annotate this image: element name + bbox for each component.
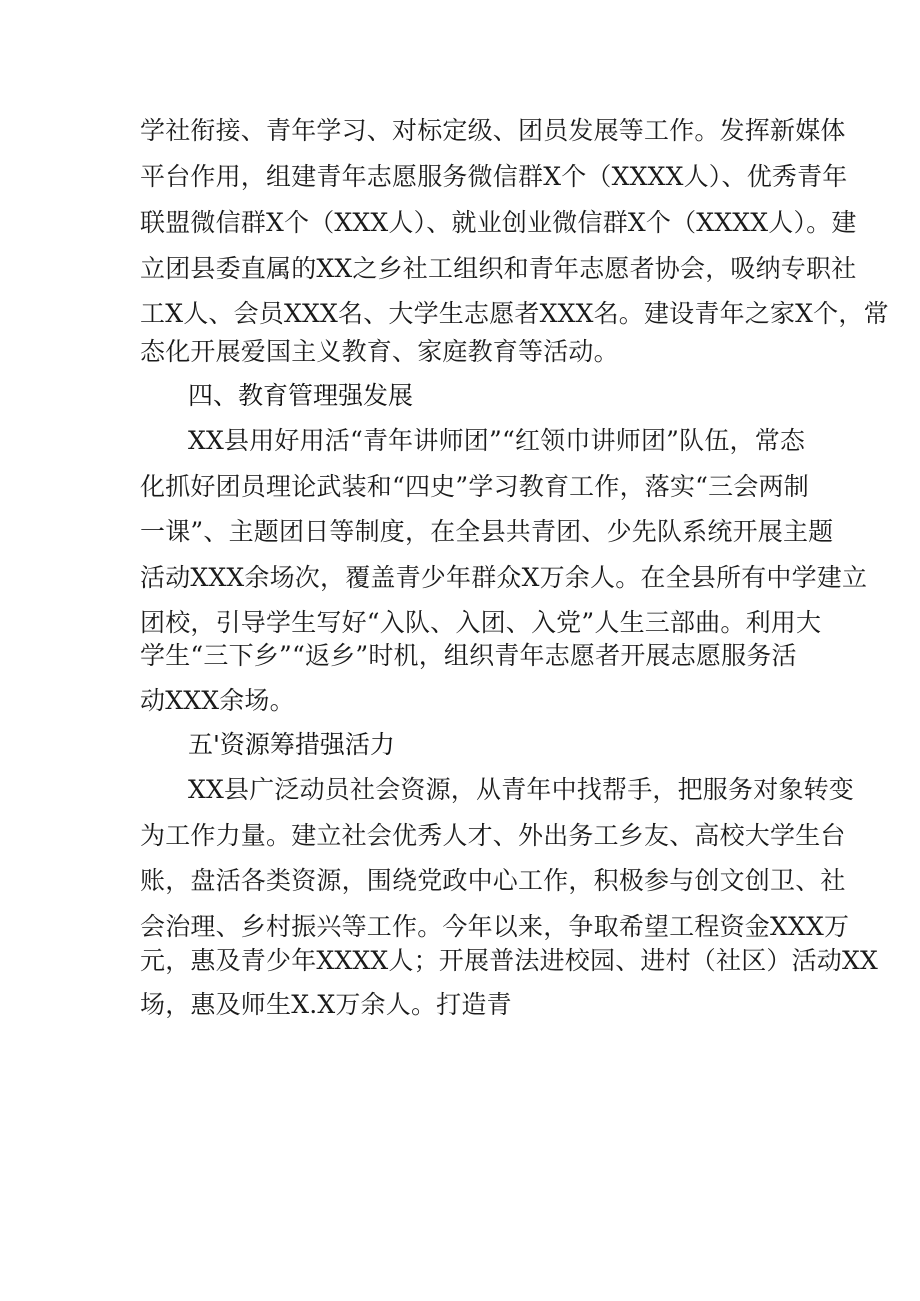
paragraph-line: XX县广泛动员社会资源，从青年中找帮手，把服务对象转变 [188,775,854,804]
section-heading: 四、教育管理强发展 [188,381,414,410]
paragraph-line: XX县用好用活“青年讲师团”“红领巾讲师团”队伍，常态 [188,426,806,455]
paragraph-line: 一课”、主题团日等制度，在全县共青团、少先队系统开展主题 [140,517,834,546]
paragraph-line: 态化开展爱国主义教育、家庭教育等活动。 [140,337,619,366]
paragraph-line: 为工作力量。建立社会优秀人才、外出务工乡友、高校大学生台 [140,821,846,850]
paragraph-line: 联盟微信群X个（XXX人）、就业创业微信群X个（XXXX人）。建 [140,208,857,237]
paragraph-line: 团校，引导学生写好“入队、入团、入党”人生三部曲。利用大 [140,608,822,637]
paragraph-line: 平台作用，组建青年志愿服务微信群X个（XXXX人）、优秀青年 [140,162,848,191]
paragraph-line: 学生“三下乡”“返乡”时机，组织青年志愿者开展志愿服务活 [140,641,797,670]
paragraph-line: 化抓好团员理论武装和“四史”学习教育工作，落实“三会两制 [140,472,809,501]
paragraph-line: 动XXX余场。 [140,686,295,715]
paragraph-line: 学社衔接、青年学习、对标定级、团员发展等工作。发挥新媒体 [140,116,846,145]
paragraph-line: 场，惠及师生X.X万余人。打造青 [140,990,512,1019]
paragraph-line: 活动XXX余场次，覆盖青少年群众X万余人。在全县所有中学建立 [140,563,868,592]
paragraph-line: 元，惠及青少年XXXX人；开展普法进校园、进村（社区）活动XX [140,946,878,975]
paragraph-line: 账，盘活各类资源，围绕党政中心工作，积极参与创文创卫、社 [140,866,846,895]
section-heading: 五'资源筹措强活力 [188,730,395,759]
paragraph-line: 会治理、乡村振兴等工作。今年以来，争取希望工程资金XXX万 [140,912,850,941]
paragraph-line: 立团县委直属的XX之乡社工组织和青年志愿者协会，吸纳专职社 [140,254,857,283]
paragraph-line: 工X人、会员XXX名、大学生志愿者XXX名。建设青年之家X个，常 [140,299,889,328]
